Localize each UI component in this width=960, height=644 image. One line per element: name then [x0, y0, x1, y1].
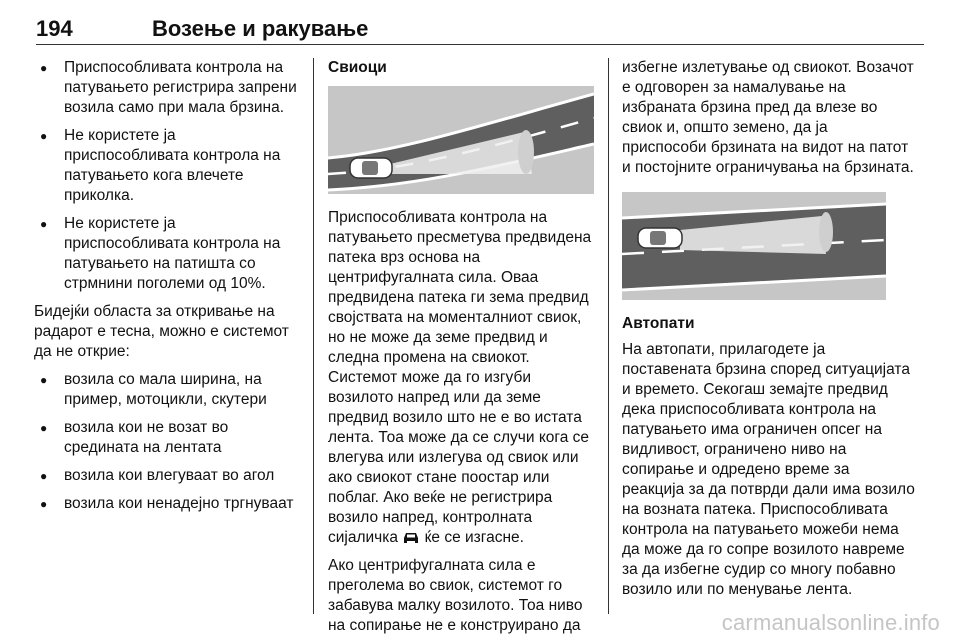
list-item: ● возила кои ненадејно тргнуваат [34, 494, 298, 514]
column-divider-2 [608, 58, 609, 614]
watermark: carmanualsonline.info [721, 610, 940, 635]
chapter-title: Возење и ракување [152, 16, 369, 41]
curves-paragraph-2: Ако центрифугалната сила е преголема во свиок, системот го забавува малку возилото. Тоа ниво на сопирање не е конструирано да [328, 557, 583, 634]
column-2 [328, 58, 594, 644]
list-item: ● Не користете ја приспособливата контрола на патувањето кога влечете приколка. [34, 126, 298, 206]
column-3 [622, 58, 916, 608]
highway-illustration [622, 192, 886, 300]
curve-illustration [328, 86, 594, 194]
list-item: ● возила кои влегуваат во агол [34, 466, 298, 486]
curves-paragraph-1 [328, 208, 594, 548]
column-divider-1 [313, 58, 314, 614]
intro-paragraph: Бидејќи областа за откривање на радарот е тесна, можно е системот да не открие: [34, 303, 289, 360]
motorways-paragraph: На автопати, прилагодете ја поставената брзина според ситуацијата и времето. Секогаш земајте предвид дека приспособливата контрола на патувањето има ограничен опсег на видливост, ограничено ниво на сопирање и одредено време за реакција за да потврди дали има возило на возната патека. Приспособливата контрола на патувањето можеби нема да може да го сопре возилото навреме за да избегне судир со многу побавно возило или по менување лента. [622, 341, 915, 598]
list-item: ● возила кои не возат во средината на лентата [34, 418, 298, 458]
curves-text-1: Приспособливата контрола на патувањето пресметува предвидена патека врз основа на центрифугалната сила. Оваа предвидена патека ги зема предвид својствата на моменталниот свиок, но не може да земе предвид и следна промена на свиокот. Системот може да го изгуби возилото напред или да земе предвид возило што не е во истата лента. Тоа може да се случи кога се влегува или излегува од свиок или ако свиокот стане поостар или поблаг. Ако веќе не регистрира возило напред, контролната сијаличка [328, 209, 592, 546]
vehicle-ahead-indicator-icon [402, 531, 420, 545]
page-header [36, 14, 924, 45]
curves-text-2: ќе се изгасне. [424, 529, 524, 546]
page-number: 194 [36, 16, 73, 41]
list-item: ● Приспособливата контрола на патувањето регистрира запрени возила само при мала брзина. [34, 58, 298, 118]
section-heading-motorways: Автопати [622, 315, 695, 332]
section-heading-curves: Свиоци [328, 59, 387, 76]
list-item: ● возила со мала ширина, на пример, мотоцикли, скутери [34, 370, 298, 410]
list-item: ● Не користете ја приспособливата контрола на патувањето на патишта со стрмнини поголеми од 10%. [34, 214, 298, 294]
column-1 [34, 58, 298, 522]
curves-paragraph-3: избегне излетување од свиокот. Возачот е одговорен за намалување на избраната брзина пред да влезе во свиок и, општо земено, да ја приспособи брзината на видот на патот и постојните ограничувања на брзината. [622, 59, 914, 176]
